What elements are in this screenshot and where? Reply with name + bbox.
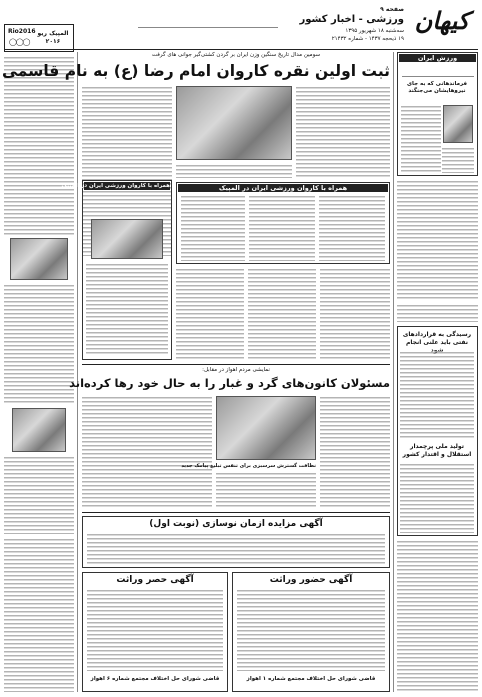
- masthead: [4, 4, 478, 48]
- person-caption: فرماندهانی که به جای نیروهایشان می‌جنگند: [407, 81, 467, 94]
- right-box-header-icons: [402, 65, 474, 77]
- olympic-sidebar: [4, 24, 74, 534]
- sidebar-photo-2: [12, 408, 66, 452]
- right-lower-headline-1: رسیدگی به قراردادهای نفتی باید علنی انجام شود: [402, 331, 472, 354]
- lead-bottom-col-1: [176, 268, 244, 360]
- right-column-text-2: [397, 304, 478, 322]
- sub-box-title: همراه با کاروان ورزشی ایران در المپیک: [178, 184, 388, 192]
- section-title: ورزشی - اخبار کشور: [299, 14, 404, 25]
- right-box-title: ورزش ایران: [399, 54, 476, 62]
- ad-box-2: [232, 572, 390, 692]
- lead-kicker: سومین مدال تاریخ سنگین وزن ایران بر گردن کشتی‌گیر جوانی های گرفت: [151, 52, 321, 58]
- mid-kicker: نمایشی مردم اهواز در مقابل:: [202, 367, 270, 373]
- mid-article-title: نظافت گسترش سرسبزی برای تنفس تبلیغ پیامک جدید: [181, 463, 316, 469]
- right-lower-text-1: [400, 351, 474, 439]
- lead-text-right: [296, 86, 390, 178]
- page-label: صفحه ۹: [380, 6, 404, 13]
- ad-1-text: [87, 533, 385, 565]
- right-box-text-a: [401, 105, 441, 173]
- sidebar-text-3: [4, 456, 74, 534]
- col-rule-1: [77, 52, 78, 692]
- left-bottom-text: [4, 538, 74, 692]
- right-column-box: [397, 52, 478, 176]
- sub-box-text-3: [181, 195, 245, 261]
- olympic-label: Rio2016: [8, 28, 36, 35]
- person-photo: [443, 105, 473, 143]
- olympic-sub-box: [176, 182, 390, 264]
- ad-3-text: [87, 589, 223, 671]
- ad-2-text: [237, 589, 385, 671]
- ad-1-title: آگهی مزایده ازمان نوسازی (نوبت اول): [149, 519, 323, 529]
- right-box-text-b: [442, 147, 474, 173]
- ad-3-title: آگهی حصر وراثت: [116, 575, 194, 585]
- lead-bottom-col-2: [248, 268, 316, 360]
- sidebar-text-1: [4, 56, 74, 236]
- right-lower-headline-2: توليد ملی پرچمدار استقلال و اقتدار کشور: [402, 443, 472, 458]
- ad-box-3: [82, 572, 228, 692]
- sub-box-text-2: [249, 195, 315, 261]
- lower-box-photo: [91, 219, 163, 259]
- mid-headline: مسئولان کانون‌های گرد و غبار را به حال خود رها کرده‌اند: [69, 376, 390, 390]
- issue-line: ۱۹ ذیحجه ۱۴۳۷ - شماره ۲۱۴۳۲: [331, 36, 404, 42]
- olympic-title: المپیک ریو ۲۰۱۶: [37, 30, 69, 45]
- lead-lower-box: [61, 180, 172, 360]
- mid-text-right: [320, 396, 390, 508]
- right-lower-box: [397, 326, 478, 536]
- olympic-logo-box: [4, 24, 74, 52]
- sidebar-text-2: [4, 284, 74, 404]
- mid-text-left: [82, 396, 212, 508]
- lead-headline: ثبت اولین نقره کاروان امام رضا (ع) به نام قاسمی: [2, 62, 390, 80]
- logo-text: کیهان: [414, 6, 470, 35]
- right-column-text-1: [397, 180, 478, 300]
- date-line: سه‌شنبه ۱۸ شهریور ۱۳۹۵: [345, 28, 404, 34]
- olympic-rings-icon: ◯◯◯: [9, 38, 30, 46]
- lower-box-title: همراه با کاروان ورزشی ایران در المپیک: [61, 183, 170, 189]
- lead-bottom-col-3: [320, 268, 390, 360]
- ads-rule: [82, 512, 390, 513]
- masthead-ornament: [138, 10, 278, 28]
- ad-2-title: آگهی حضور وراثت: [269, 575, 353, 585]
- col-rule-2: [393, 52, 394, 692]
- sidebar-photo-1: [10, 238, 68, 280]
- mid-photo: [216, 396, 316, 460]
- ad-4-signature: قاضی شورای حل اختلاف مجتمع شماره ۱ اهواز: [246, 676, 376, 682]
- ad-5-signature: قاضی شورای حل اختلاف مجتمع شماره ۶ اهواز: [90, 676, 220, 682]
- lead-text-under-photo: [176, 164, 292, 178]
- lower-box-text: [86, 263, 168, 355]
- right-bottom-text: [397, 540, 478, 692]
- right-lower-text-2: [400, 463, 474, 533]
- sub-box-text-1: [319, 195, 385, 261]
- masthead-rule: [4, 49, 478, 50]
- newspaper-logo: [408, 4, 476, 38]
- mid-rule: [82, 364, 390, 365]
- mid-text-under-photo: [216, 472, 316, 508]
- lead-wrestling-photo: [176, 86, 292, 160]
- ad-box-1: [82, 516, 390, 568]
